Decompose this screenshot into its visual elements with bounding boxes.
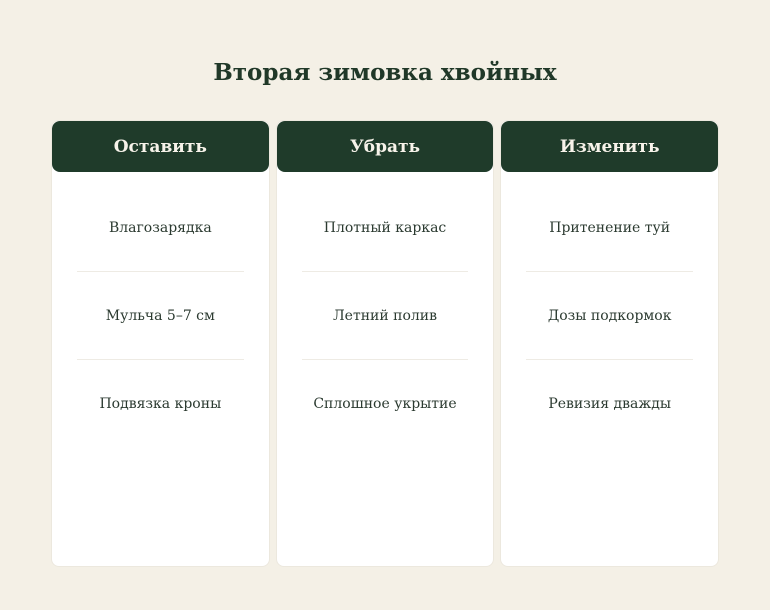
list-item: Плотный каркас xyxy=(302,184,469,272)
list-item: Летний полив xyxy=(302,272,469,360)
list-item: Дозы подкормок xyxy=(526,272,693,360)
list-item: Сплошное укрытие xyxy=(313,396,457,412)
columns-container xyxy=(51,120,719,567)
column-header-remove: Убрать xyxy=(277,121,494,172)
column-items-change xyxy=(501,172,718,448)
column-items-remove xyxy=(277,172,494,448)
list-item: Притенение туй xyxy=(526,184,693,272)
list-item: Ревизия дважды xyxy=(548,396,672,412)
column-keep xyxy=(51,120,270,567)
column-remove xyxy=(276,120,495,567)
list-item: Подвязка кроны xyxy=(99,396,222,412)
list-item: Влагозарядка xyxy=(77,184,244,272)
column-header-change: Изменить xyxy=(501,121,718,172)
list-item: Мульча 5–7 см xyxy=(77,272,244,360)
column-change xyxy=(500,120,719,567)
column-items-keep xyxy=(52,172,269,448)
column-header-keep: Оставить xyxy=(52,121,269,172)
page-title: Вторая зимовка хвойных xyxy=(213,59,557,86)
